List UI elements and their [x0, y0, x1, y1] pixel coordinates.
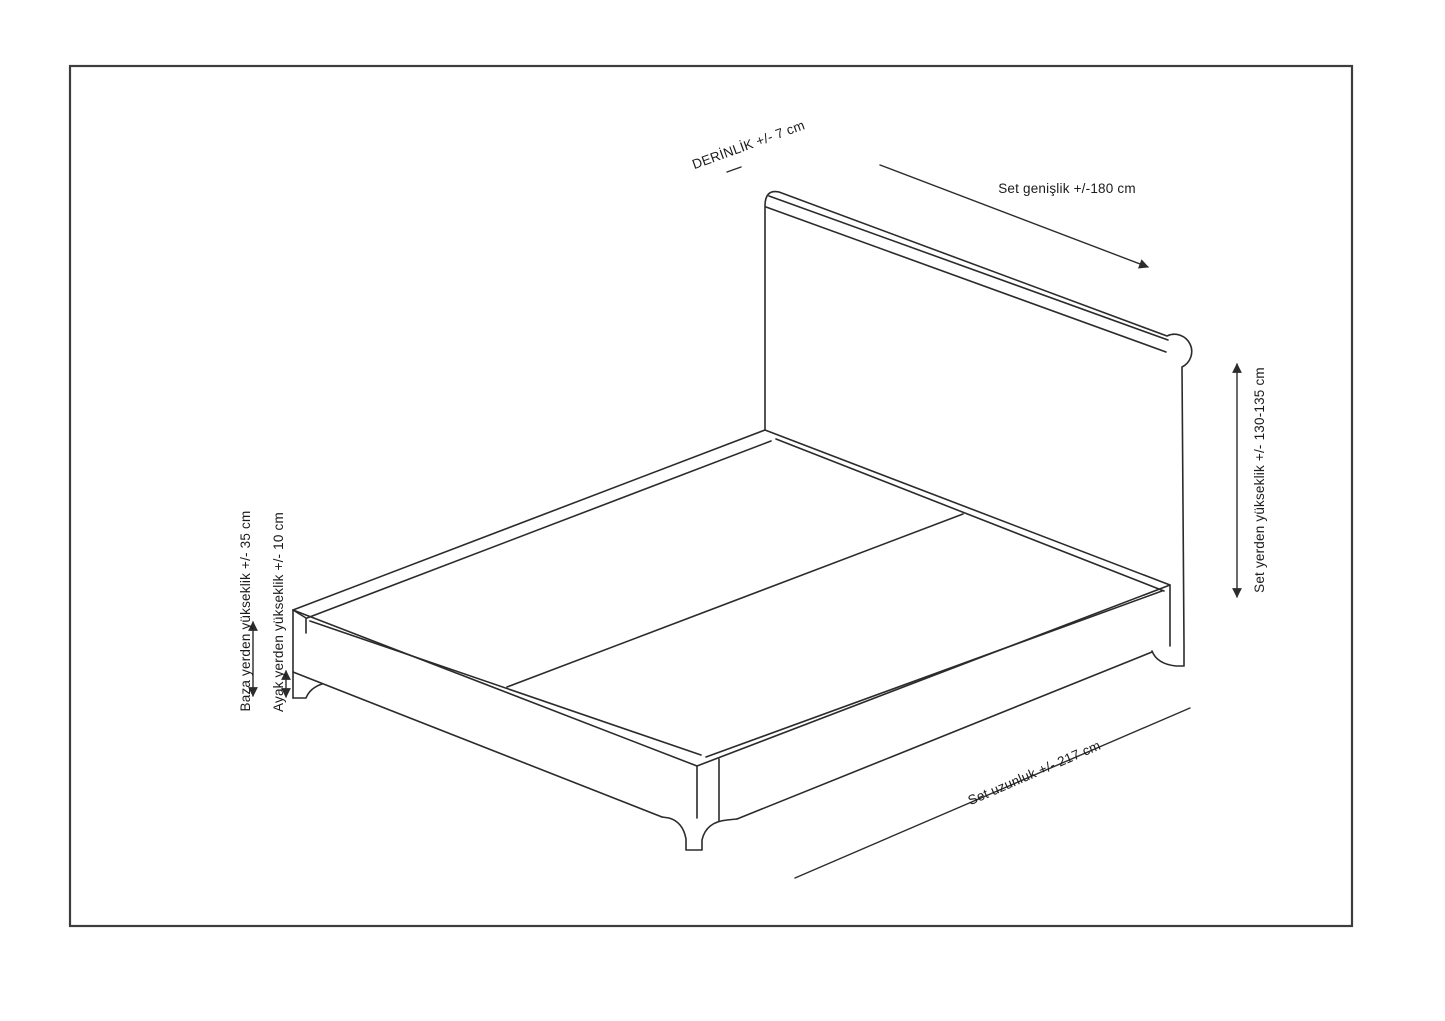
set-width-label: Set genişlik +/-180 cm [998, 181, 1136, 196]
page-frame [70, 66, 1352, 926]
dimension-foot-height [271, 512, 286, 712]
foot-height-label: Ayak yerden yükseklik +/- 10 cm [271, 512, 286, 712]
frame-border [70, 66, 1352, 926]
base-height-label: Baza yerden yükseklik +/- 35 cm [238, 510, 253, 712]
set-length-label: Set uzunluk +/- 217 cm [965, 737, 1103, 809]
dimension-base-height [238, 511, 253, 712]
depth-label: DERİNLİK +/- 7 cm [690, 117, 807, 173]
set-height-label: Set yerden yükseklik +/- 130-135 cm [1252, 367, 1267, 593]
